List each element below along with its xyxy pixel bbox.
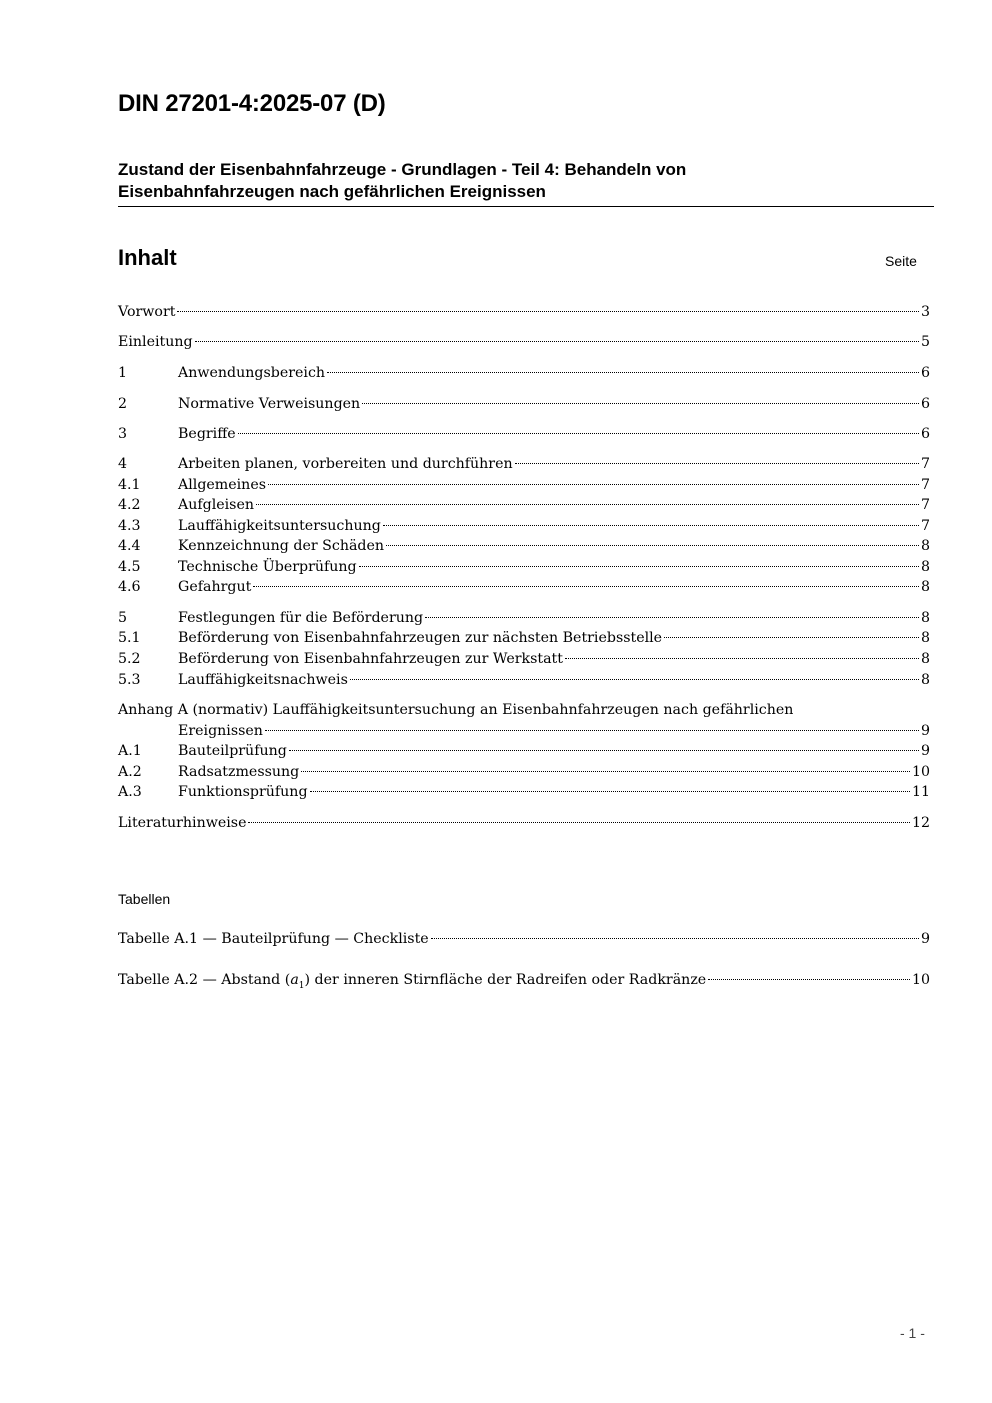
toc-entry-number: 4.3 (118, 518, 141, 534)
toc-entry-literatur[interactable] (118, 813, 930, 833)
toc-entry-page: 3 (920, 304, 930, 320)
toc-entry-1[interactable] (118, 363, 930, 383)
toc-entry-text: Literaturhinweise (118, 815, 247, 831)
toc-leader (310, 791, 910, 792)
toc-entry-a-3[interactable] (118, 782, 930, 802)
toc-entry-text: Lauffähigkeitsuntersuchung (178, 518, 381, 534)
toc-leader (327, 372, 919, 373)
toc-leader (265, 730, 919, 731)
toc-entry-number: 4 (118, 456, 128, 472)
toc-leader (195, 341, 919, 342)
toc-entry-4-1[interactable] (118, 475, 930, 495)
toc-leader (177, 311, 919, 312)
toc-entry-page: 7 (920, 456, 930, 472)
toc-entry-page: 6 (920, 396, 930, 412)
toc-entry-page: 8 (920, 579, 930, 595)
toc-entry-5[interactable] (118, 608, 930, 628)
toc-leader (248, 822, 909, 823)
toc-entry-page: 10 (911, 972, 930, 988)
toc-entry-text: Beförderung von Eisenbahnfahrzeugen zur nächsten Betriebsstelle (178, 630, 663, 646)
toc-entry-page: 11 (911, 784, 930, 800)
toc-entry-page: 6 (920, 365, 930, 381)
toc-leader (565, 658, 919, 659)
toc-entry-text: Begriffe (178, 426, 236, 442)
toc-entry-number: A.3 (118, 784, 142, 800)
toc-entry-4-5[interactable] (118, 557, 930, 577)
toc-leader (256, 504, 919, 505)
toc-entry-page: 5 (920, 334, 930, 350)
toc-heading: Inhalt (118, 245, 177, 270)
toc-entry-einleitung[interactable] (118, 332, 930, 352)
toc-entry-number: A.1 (118, 743, 142, 759)
toc-entry-5-3[interactable] (118, 670, 930, 690)
toc-entry-number: 5 (118, 610, 128, 626)
toc-entry-text: Funktionsprüfung (178, 784, 308, 800)
toc-entry-number: 4.4 (118, 538, 141, 554)
toc-leader (238, 433, 919, 434)
toc-entry-number: 5.1 (118, 630, 141, 646)
toc-entry-text: Radsatzmessung (178, 764, 300, 780)
toc-entry-number: 5.2 (118, 651, 141, 667)
toc-leader (268, 484, 919, 485)
toc-entry-page: 8 (920, 630, 930, 646)
toc-leader (515, 463, 919, 464)
toc-leader (386, 545, 919, 546)
toc-entry-3[interactable] (118, 424, 930, 444)
toc-entry-text: Lauffähigkeitsnachweis (178, 672, 348, 688)
toc-entry-4-2[interactable] (118, 495, 930, 515)
page-number: - 1 - (900, 1325, 925, 1341)
page-column-label: Seite (885, 253, 917, 269)
toc-entry-text: Vorwort (118, 304, 176, 320)
toc-leader (362, 403, 919, 404)
toc-entry-number: 3 (118, 426, 128, 442)
toc-entry-page: 8 (920, 672, 930, 688)
toc-entry-text: Beförderung von Eisenbahnfahrzeugen zur Werkstatt (178, 651, 563, 667)
toc-entry-text: Normative Verweisungen (178, 396, 361, 412)
toc-entry-4-3[interactable] (118, 516, 930, 536)
toc-entry-text: Tabelle A.1 — Bauteilprüfung — Checkliste (118, 931, 429, 947)
toc-entry-text: Bauteilprüfung (178, 743, 287, 759)
distance-symbol: a (290, 972, 299, 988)
toc-table-a-2[interactable] (118, 970, 930, 990)
subtitle-line-2: Eisenbahnfahrzeugen nach gefährlichen Ereignissen (118, 182, 546, 201)
toc-leader (664, 637, 919, 638)
toc-entry-page: 7 (920, 518, 930, 534)
toc-entry-text-start: Tabelle A.2 — Abstand ( (118, 972, 291, 988)
toc-entry-page: 7 (920, 497, 930, 513)
toc-leader (359, 566, 919, 567)
toc-entry-5-2[interactable] (118, 649, 930, 669)
toc-leader (708, 979, 910, 980)
toc-entry-text: Festlegungen für die Beförderung (178, 610, 424, 626)
toc-entry-anhang-a[interactable] (118, 721, 930, 741)
distance-subscript: 1 (298, 980, 305, 991)
toc-entry-a-2[interactable] (118, 762, 930, 782)
toc-entry-page: 8 (920, 559, 930, 575)
toc-entry-4[interactable] (118, 454, 930, 474)
toc-entry-number: 1 (118, 365, 128, 381)
toc-entry-number: 4.2 (118, 497, 141, 513)
toc-entry-page: 9 (920, 723, 930, 739)
toc-entry-text (118, 970, 706, 996)
toc-entry-number: 4.6 (118, 579, 141, 595)
toc-table-a-1[interactable] (118, 929, 930, 949)
toc-entry-number: 4.1 (118, 477, 141, 493)
toc-entry-anhang-a-line1[interactable]: Anhang A (normativ) Lauffähigkeitsuntersuchung an Eisenbahnfahrzeugen nach gefährlichen (118, 702, 794, 718)
toc-entry-vorwort[interactable] (118, 302, 930, 322)
toc-leader (383, 525, 919, 526)
toc-entry-text: Technische Überprüfung (178, 559, 357, 575)
document-title: DIN 27201-4:2025-07 (D) (118, 90, 386, 117)
toc-entry-4-4[interactable] (118, 536, 930, 556)
toc-entry-text: Aufgleisen (178, 497, 255, 513)
subtitle-line-1: Zustand der Eisenbahnfahrzeuge - Grundlagen - Teil 4: Behandeln von (118, 160, 687, 179)
toc-entry-page: 9 (920, 931, 930, 947)
toc-entry-page: 6 (920, 426, 930, 442)
toc-entry-a-1[interactable] (118, 741, 930, 761)
toc-entry-text: Arbeiten planen, vorbereiten und durchführen (178, 456, 513, 472)
toc-entry-number: 5.3 (118, 672, 141, 688)
toc-leader (289, 750, 919, 751)
toc-entry-text: Kennzeichnung der Schäden (178, 538, 385, 554)
toc-entry-4-6[interactable] (118, 577, 930, 597)
toc-entry-text: Einleitung (118, 334, 193, 350)
toc-entry-page: 9 (920, 743, 930, 759)
toc-entry-text: Gefahrgut (178, 579, 252, 595)
document-subtitle (118, 159, 934, 207)
toc-entry-number: 4.5 (118, 559, 141, 575)
toc-entry-page: 8 (920, 538, 930, 554)
toc-entry-page: 8 (920, 651, 930, 667)
toc-entry-text: Allgemeines (178, 477, 266, 493)
toc-leader (425, 617, 919, 618)
toc-leader (301, 771, 910, 772)
toc-leader (253, 586, 919, 587)
toc-entry-page: 7 (920, 477, 930, 493)
toc-entry-page: 10 (911, 764, 930, 780)
toc-entry-page: 8 (920, 610, 930, 626)
toc-entry-text: Ereignissen (178, 723, 263, 739)
toc-entry-5-1[interactable] (118, 628, 930, 648)
toc-entry-text-end: ) der inneren Stirnfläche der Radreifen oder Radkränze (304, 972, 707, 988)
toc-entry-number: A.2 (118, 764, 142, 780)
toc-entry-text: Anwendungsbereich (178, 365, 326, 381)
tables-heading: Tabellen (118, 891, 171, 907)
toc-leader (431, 938, 919, 939)
toc-entry-page: 12 (911, 815, 930, 831)
toc-leader (350, 679, 919, 680)
toc-entry-number: 2 (118, 396, 128, 412)
toc-entry-2[interactable] (118, 394, 930, 414)
